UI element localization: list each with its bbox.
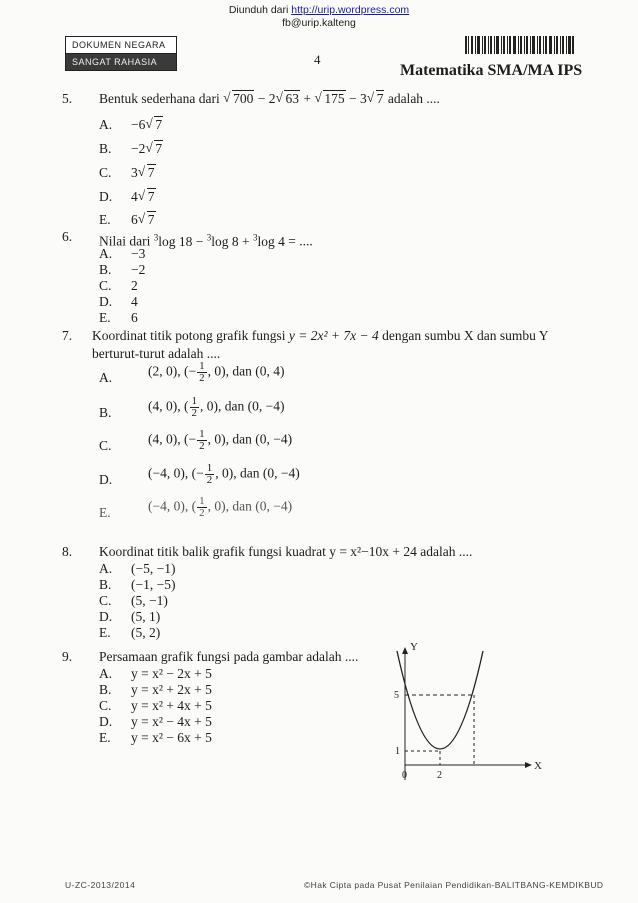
q9-option-d: y = x² − 4x + 5 <box>131 714 212 729</box>
q7-option-b-label: B. <box>99 405 112 420</box>
y-axis-label: Y <box>410 641 418 653</box>
q7-option-c-label: C. <box>99 438 112 453</box>
q5-stem <box>99 90 440 108</box>
doc-label: DOKUMEN NEGARA <box>66 37 176 54</box>
q5-option-c-label: C. <box>99 165 112 180</box>
q5-option-d: 4√ 7 <box>131 189 156 205</box>
q7-text-b: dengan sumbu X dan sumbu Y <box>382 328 549 343</box>
parabola-curve <box>397 651 483 749</box>
q7-option-e-label: E. <box>99 505 111 520</box>
q6-option-b: −2 <box>131 262 146 277</box>
q7-text-a: Koordinat titik potong grafik fungsi <box>92 328 286 343</box>
q7-option-a: (2, 0), (− $\frac{1}{2}$ , 0), dan (0, 4) <box>148 360 285 384</box>
q6-number: 6. <box>62 229 73 244</box>
q7-option-d: (−4, 0), (− $\frac{1}{2}$ , 0), dan (0, −4) <box>148 462 300 486</box>
q9-option-c: y = x² + 4x + 5 <box>131 698 212 713</box>
barcode-image <box>465 36 575 54</box>
q8-number: 8. <box>62 544 73 559</box>
q6-expression: $^3$log 18 − $^3$log 8 + $^3$log 4 <box>153 232 285 249</box>
q9-option-e-label: E. <box>99 730 111 745</box>
q8-option-a-label: A. <box>99 561 113 576</box>
q7-option-b: (4, 0), ( $\frac{1}{2}$ , 0), dan (0, −4) <box>148 395 285 419</box>
q9-option-d-label: D. <box>99 714 113 729</box>
q6-text-post: = .... <box>288 233 313 249</box>
q5-option-b-label: B. <box>99 141 112 156</box>
source-link[interactable]: http://urip.wordpress.com <box>291 4 410 16</box>
q8-option-a: (−5, −1) <box>131 561 176 576</box>
q8-option-d: (5, 1) <box>131 609 161 624</box>
document-classification-box <box>65 36 177 71</box>
q7-function: y = 2x² + 7x − 4 <box>288 328 379 343</box>
source-prefix: Diunduh dari <box>228 4 292 16</box>
q5-text-pre: Bentuk sederhana dari <box>99 91 220 106</box>
q5-expression: √ 700 − 2√ 63 + √ 175 − 3√ 7 <box>223 91 388 106</box>
q7-stem-line1 <box>92 327 592 345</box>
q6-option-a-label: A. <box>99 246 113 261</box>
q8-option-e-label: E. <box>99 625 111 640</box>
q5-option-c: 3√ 7 <box>131 165 156 181</box>
q6-option-a: −3 <box>131 246 146 261</box>
q5-option-d-label: D. <box>99 189 113 204</box>
q7-option-d-label: D. <box>99 472 113 487</box>
q5-number: 5. <box>62 91 73 106</box>
q6-option-b-label: B. <box>99 262 112 277</box>
q7-number: 7. <box>62 328 73 343</box>
q5-option-a-label: A. <box>99 117 113 132</box>
secret-label: SANGAT RAHASIA <box>66 54 176 70</box>
q5-text-post: adalah .... <box>387 91 440 106</box>
q7-text-c: berturut-turut adalah .... <box>92 346 221 361</box>
q9-stem: Persamaan grafik fungsi pada gambar adalah .... <box>99 649 359 664</box>
q9-option-c-label: C. <box>99 698 112 713</box>
q8-option-c-label: C. <box>99 593 112 608</box>
q6-option-e-label: E. <box>99 310 111 325</box>
q7-option-c: (4, 0), (− $\frac{1}{2}$ , 0), dan (0, −4) <box>148 428 293 452</box>
q7-option-e: (−4, 0), ( $\frac{1}{2}$ , 0), dan (0, −4) <box>148 495 293 519</box>
source-line <box>0 4 638 17</box>
subject-title: Matematika SMA/MA IPS <box>400 62 583 79</box>
q5-option-b: −2√ 7 <box>131 141 163 157</box>
q9-option-b-label: B. <box>99 682 112 697</box>
q8-stem: Koordinat titik balik grafik fungsi kuadrat y = x²−10x + 24 adalah .... <box>99 544 473 559</box>
q8-option-b: (−1, −5) <box>131 577 176 592</box>
q6-option-d-label: D. <box>99 294 113 309</box>
q9-number: 9. <box>62 649 73 664</box>
x-axis-arrow <box>525 762 532 768</box>
q5-option-a: −6√ 7 <box>131 117 163 133</box>
q9-option-a: y = x² − 2x + 5 <box>131 666 212 681</box>
footer-copyright: ©Hak Cipta pada Pusat Penilaian Pendidikan-BALITBANG-KEMDIKBUD <box>304 880 604 890</box>
q9-parabola-graph <box>370 640 550 790</box>
q9-option-b: y = x² + 2x + 5 <box>131 682 212 697</box>
q6-text-pre: Nilai dari <box>99 233 151 249</box>
x-axis-label: X <box>534 760 542 772</box>
q6-option-c-label: C. <box>99 278 112 293</box>
y-axis-arrow <box>402 647 408 654</box>
q8-option-b-label: B. <box>99 577 112 592</box>
q8-option-c: (5, −1) <box>131 593 168 608</box>
page-number: 4 <box>314 52 321 67</box>
q7-option-a-label: A. <box>99 370 113 385</box>
footer-code: U-ZC-2013/2014 <box>65 880 136 890</box>
q9-option-a-label: A. <box>99 666 113 681</box>
tick-label-x0: 0 <box>402 770 407 781</box>
q9-option-e: y = x² − 6x + 5 <box>131 730 212 745</box>
tick-label-y1: 1 <box>395 746 400 757</box>
q6-option-d: 4 <box>131 294 138 309</box>
tick-label-x2: 2 <box>437 770 442 781</box>
q6-option-e: 6 <box>131 310 138 325</box>
q5-option-e: 6√ 7 <box>131 212 156 228</box>
q8-option-d-label: D. <box>99 609 113 624</box>
source-fb: fb@urip.kalteng <box>282 17 356 29</box>
q6-option-c: 2 <box>131 278 138 293</box>
q8-option-e: (5, 2) <box>131 625 161 640</box>
tick-label-y5: 5 <box>394 690 399 701</box>
q5-option-e-label: E. <box>99 212 111 227</box>
